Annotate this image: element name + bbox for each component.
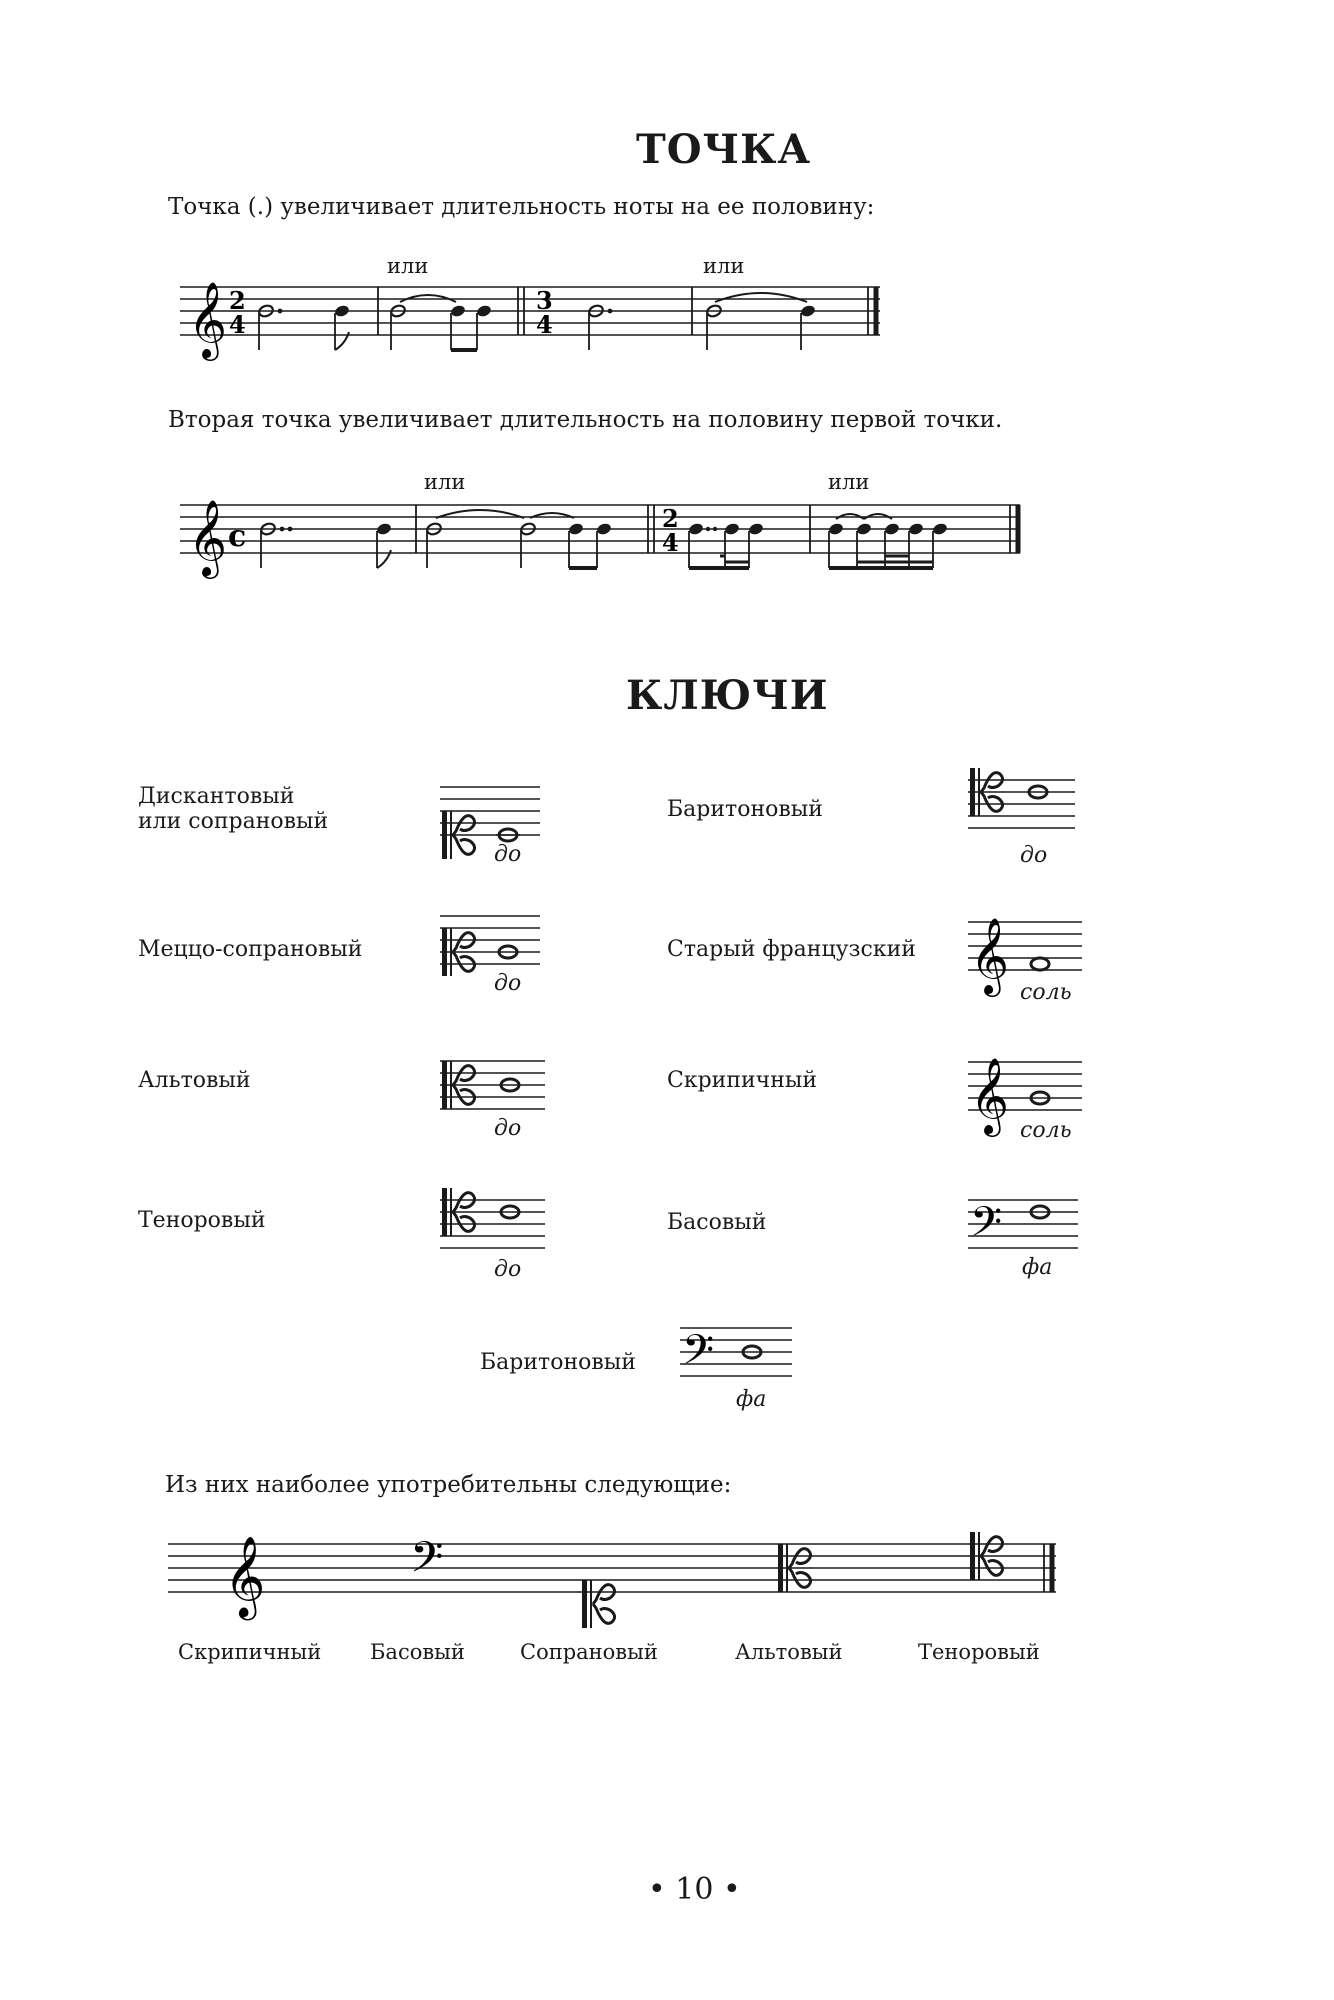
note-name-label: до <box>494 1257 522 1282</box>
or-label: или <box>387 254 429 278</box>
svg-text:3: 3 <box>536 286 553 315</box>
common-clef-label: Теноровый <box>918 1640 1040 1664</box>
common-clef-label: Басовый <box>370 1640 465 1664</box>
note-name-label: фа <box>736 1387 767 1412</box>
note-name-label: до <box>494 1116 522 1141</box>
note-name-label: фа <box>1022 1255 1053 1280</box>
treble-clef-icon: 𝄞 <box>188 281 228 358</box>
clef-label-baritone-f: Баритоновый <box>480 1350 636 1375</box>
clef-label-treble: Скрипичный <box>667 1068 818 1093</box>
treble-clef-icon: 𝄞 <box>224 1535 266 1617</box>
bass-clef-icon: 𝄢 <box>970 1198 1003 1256</box>
common-clef-label: Скрипичный <box>178 1640 322 1664</box>
svg-text:4: 4 <box>662 528 679 557</box>
dot-rule-text: Точка (.) увеличивает длительность ноты на ее половину: <box>168 194 875 220</box>
treble-clef-icon: 𝄞 <box>970 1057 1010 1134</box>
common-clefs-text: Из них наиболее употребительны следующие: <box>165 1472 732 1498</box>
clef-label-baritone-c: Баритоновый <box>667 797 823 822</box>
svg-text:4: 4 <box>536 310 553 339</box>
section-title-clefs: КЛЮЧИ <box>626 672 829 719</box>
page-number: • 10 • <box>648 1872 741 1907</box>
section-title-dot: ТОЧКА <box>636 126 812 173</box>
svg-text:c: c <box>228 519 247 554</box>
or-label: или <box>424 470 466 494</box>
note-name-label: соль <box>1020 1118 1072 1143</box>
bass-clef-icon: 𝄢 <box>682 1326 715 1384</box>
note-name-label: до <box>494 971 522 996</box>
treble-clef-icon: 𝄞 <box>970 917 1010 994</box>
svg-text:4: 4 <box>229 310 246 339</box>
clef-label-mezzo: Меццо-сопрановый <box>138 937 363 962</box>
clef-label-old-french: Старый французский <box>667 937 916 962</box>
common-clef-label: Альтовый <box>735 1640 843 1664</box>
note-name-label: до <box>1020 843 1048 868</box>
note-name-label: соль <box>1020 980 1072 1005</box>
clef-label-tenor: Теноровый <box>138 1208 266 1233</box>
treble-clef-icon: 𝄞 <box>188 499 228 576</box>
note-name-label: до <box>494 842 522 867</box>
clef-label-descant: Дискантовый или сопрановый <box>138 784 329 834</box>
common-clef-label: Сопрановый <box>520 1640 658 1664</box>
c-clef-icon <box>582 1580 615 1628</box>
double-dot-rule-text: Вторая точка увеличивает длительность на половину первой точки. <box>168 407 1003 433</box>
clef-label-bass: Басовый <box>667 1210 767 1235</box>
svg-text:2: 2 <box>662 504 679 533</box>
or-label: или <box>828 470 870 494</box>
svg-text:2: 2 <box>229 286 246 315</box>
or-label: или <box>703 254 745 278</box>
bass-clef-icon: 𝄢 <box>410 1533 444 1593</box>
clef-label-alto: Альтовый <box>138 1068 251 1093</box>
